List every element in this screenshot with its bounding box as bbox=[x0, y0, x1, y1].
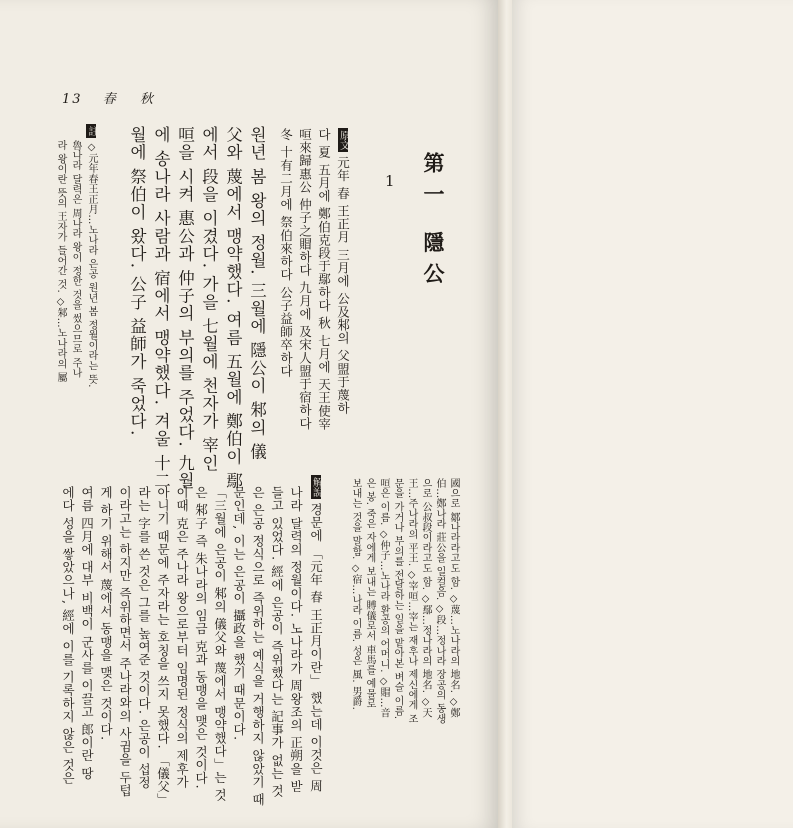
note-line: 咺은 이름. ◇仲子…노나라 환공의 어머니. ◇賵…音 bbox=[378, 478, 389, 718]
commentary-line: 에다 성을 쌓았으나, 經에 이를 기록하지 않은 것은 bbox=[60, 486, 76, 785]
commentary-line: 이라고는 하지만 즉위하면서 주나라와의 사귐을 두텁 bbox=[117, 486, 133, 798]
original-text-line: 咺來歸惠公 仲子之賵하다 九月에 及宋人盟于宿하다 bbox=[297, 128, 313, 430]
note-line: 라 왕이란 뜻의 王자가 들어간 것. ◇邾…노나라의 屬 bbox=[55, 140, 66, 383]
commentary-line: 문인데, 이는 은공이 攝政을 했기 때문이다. bbox=[231, 486, 247, 741]
right-page-blank bbox=[512, 0, 793, 828]
note-line: 註◇元年春王正月…노나라 은공 원년 봄 정월이라는 뜻. bbox=[86, 126, 97, 388]
chapter-title: 第一 隱公 bbox=[421, 152, 446, 294]
commentary-line: 은 은공 정식으로 즉위하는 예식을 거행하지 않았기 때 bbox=[250, 486, 266, 807]
commentary-line: 여름 四月에 대부 비백이 군사를 이끌고 郎이란 땅 bbox=[79, 486, 95, 781]
original-text-tag: 原文 bbox=[337, 130, 349, 150]
note-line: 伯…鄭나라 莊公을 일컬음. ◇段…정나라 장공의 동생 bbox=[434, 478, 445, 724]
note-line: 으로 公叔段이라고도 함. ◇鄢…정나라의 地名. ◇天 bbox=[420, 478, 431, 718]
commentary-line: 이때 克은 주나라 왕으로부터 임명된 정식의 제후가 bbox=[174, 486, 190, 789]
page-number: 13 bbox=[62, 92, 83, 107]
translation-line: 원년 봄 왕의 정월. 三월에 隱公이 邾의 儀 bbox=[247, 126, 267, 461]
commentary-line: 「三월에 은공이 邾의 儀父와 蔑에서 맹약했다」는 것 bbox=[212, 486, 228, 802]
commentary-line: 들고 있었다. 經에 은공이 즉위했다는 記事가 없는 것 bbox=[269, 486, 285, 798]
commentary-line: 나라 달력의 정월이다. 노나라가 周왕조의 正朔을 받 bbox=[288, 486, 304, 794]
translation-line: 咺을 시켜 惠公과 仲子의 부의를 주었다. 九월 bbox=[175, 126, 195, 490]
notes-tag: 註 bbox=[86, 126, 97, 136]
translation-line: 에서 段을 이겼다. 가을 七월에 천자가 宰인 bbox=[199, 126, 219, 473]
note-line: 문을 가거나 부의를 전달하는 일을 맡아본 벼슬 이름. bbox=[392, 478, 403, 720]
original-text-line: 原文元年 春 王正月 三月에 公及邾의 父盟于蔑하 bbox=[335, 130, 351, 415]
note-line: 國으로 鄒나라라고도 함. ◇蔑…노나라의 地名. ◇鄭 bbox=[448, 478, 459, 718]
note-line: 王…주나라의 平王. ◇宰咺…宰는 재후나 제신에게 조 bbox=[406, 478, 417, 724]
running-header bbox=[62, 88, 163, 107]
original-text-line: 冬 十有二月에 祭伯來하다 公子益師卒하다 bbox=[278, 128, 294, 378]
commentary-line: 은 邾子 즉 朱나라의 임금 克과 동맹을 맺은 것이다. bbox=[193, 486, 209, 790]
note-line: 은 봉. 죽은 자에게 보내는 賻儀로서 車馬를 예물로 bbox=[364, 478, 375, 710]
original-text-line: 다 夏 五月에 鄭伯克段于鄢하다 秋 七月에 天王使宰 bbox=[316, 128, 332, 431]
commentary-line: 解說경문에 「元年 春 王正月이란」 했는데 이것은 周 bbox=[308, 477, 324, 793]
chapter-number: 1 bbox=[385, 172, 395, 190]
translation-line: 父와 蔑에서 맹약했다. 여름 五월에 鄭伯이 鄢 bbox=[223, 126, 243, 490]
translation-line: 월에 祭伯이 왔다. 公子 益師가 죽었다. bbox=[127, 126, 147, 437]
note-line: 보내는 것을 말함. ◇宿…나라 이름. 성은 風. 男爵. bbox=[350, 478, 361, 710]
running-title: 春 秋 bbox=[102, 92, 163, 107]
book-gutter bbox=[498, 0, 512, 828]
commentary-line: 아니기 때문에 주자라는 호칭을 쓰지 못했다. 「儀父」 bbox=[155, 486, 171, 807]
commentary-tag: 解說 bbox=[310, 477, 322, 497]
commentary-line: 게 하기 위해서 蔑에서 동맹을 맺은 것이다. bbox=[98, 486, 114, 741]
note-line: 魯나라 달력은 周나라 왕이 정한 것을 썼으므로 주나 bbox=[70, 140, 81, 378]
commentary-line: 라는 字를 쓴 것은 그를 높여준 것이다. 은공이 섭정 bbox=[136, 486, 152, 790]
translation-line: 에 송나라 사람과 宿에서 맹약했다. 겨울 十二 bbox=[151, 126, 171, 490]
